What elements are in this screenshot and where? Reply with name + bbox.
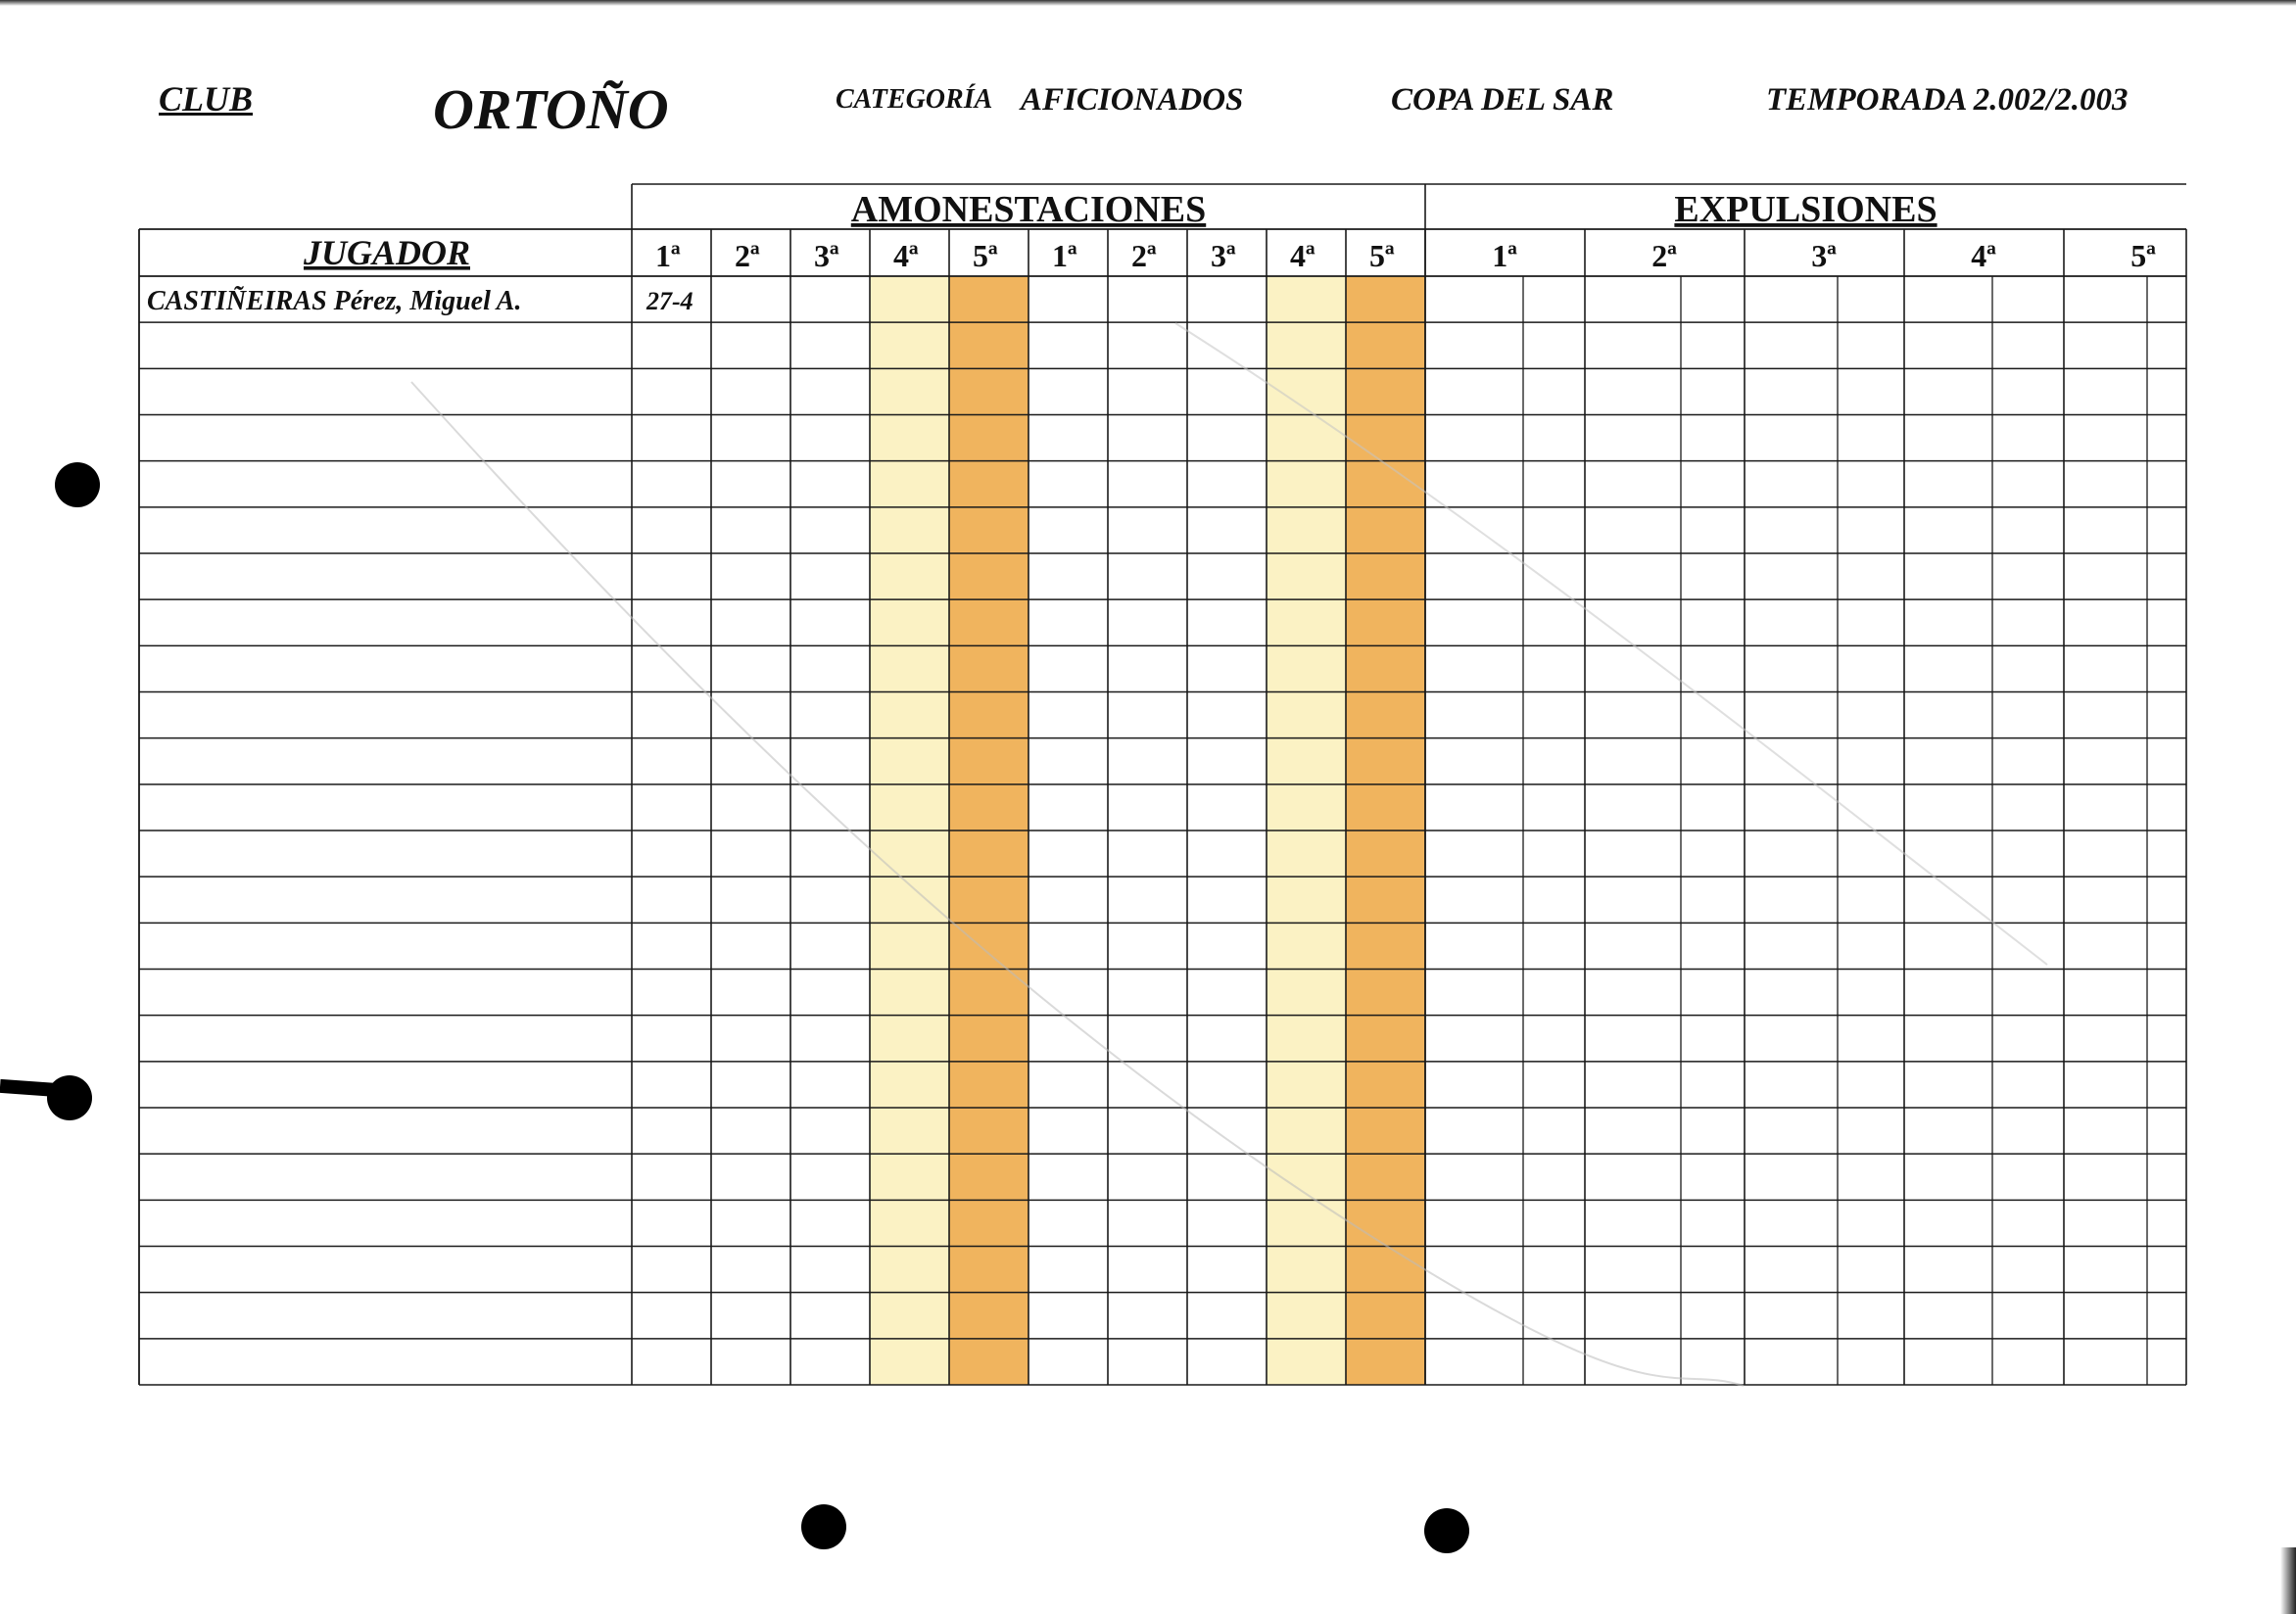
expulsion-column-header: 2ª xyxy=(1651,238,1677,273)
category-label: CATEGORÍA xyxy=(836,84,993,115)
amonestacion-column-header: 1ª xyxy=(655,238,681,273)
club-name: ORTOÑO xyxy=(433,77,669,141)
amonestacion-column-header: 3ª xyxy=(1211,238,1236,273)
warning-date: 27-4 xyxy=(646,286,694,315)
jugador-header: JUGADOR xyxy=(303,233,471,272)
punch-hole xyxy=(55,462,100,507)
season-label: TEMPORADA 2.002/2.003 xyxy=(1766,82,2129,118)
competition-name: COPA DEL SAR xyxy=(1391,82,1614,118)
expulsiones-title: EXPULSIONES xyxy=(1674,189,1937,230)
expulsion-column-header: 5ª xyxy=(2130,238,2156,273)
expulsion-column-header: 4ª xyxy=(1971,238,1996,273)
expulsion-column-header: 1ª xyxy=(1492,238,1517,273)
category-value: AFICIONADOS xyxy=(1021,82,1244,118)
amonestacion-column-header: 1ª xyxy=(1052,238,1077,273)
punch-hole xyxy=(1424,1508,1469,1553)
club-label: CLUB xyxy=(159,79,254,119)
amonestacion-column-header: 2ª xyxy=(735,238,760,273)
amonestacion-column-header: 3ª xyxy=(814,238,839,273)
amonestacion-column-header: 5ª xyxy=(1369,238,1395,273)
punch-hole xyxy=(801,1504,846,1549)
amonestacion-column-header: 4ª xyxy=(1290,238,1315,273)
player-name: CASTIÑEIRAS Pérez, Miguel A. xyxy=(147,285,522,316)
scan-edge-shadow xyxy=(2280,1547,2296,1614)
amonestacion-column-header: 4ª xyxy=(893,238,919,273)
amonestacion-column-header: 2ª xyxy=(1131,238,1157,273)
expulsion-column-header: 3ª xyxy=(1811,238,1837,273)
amonestacion-column-header: 5ª xyxy=(973,238,998,273)
amonestaciones-title: AMONESTACIONES xyxy=(850,189,1207,230)
pencil-mark xyxy=(411,382,1744,1386)
